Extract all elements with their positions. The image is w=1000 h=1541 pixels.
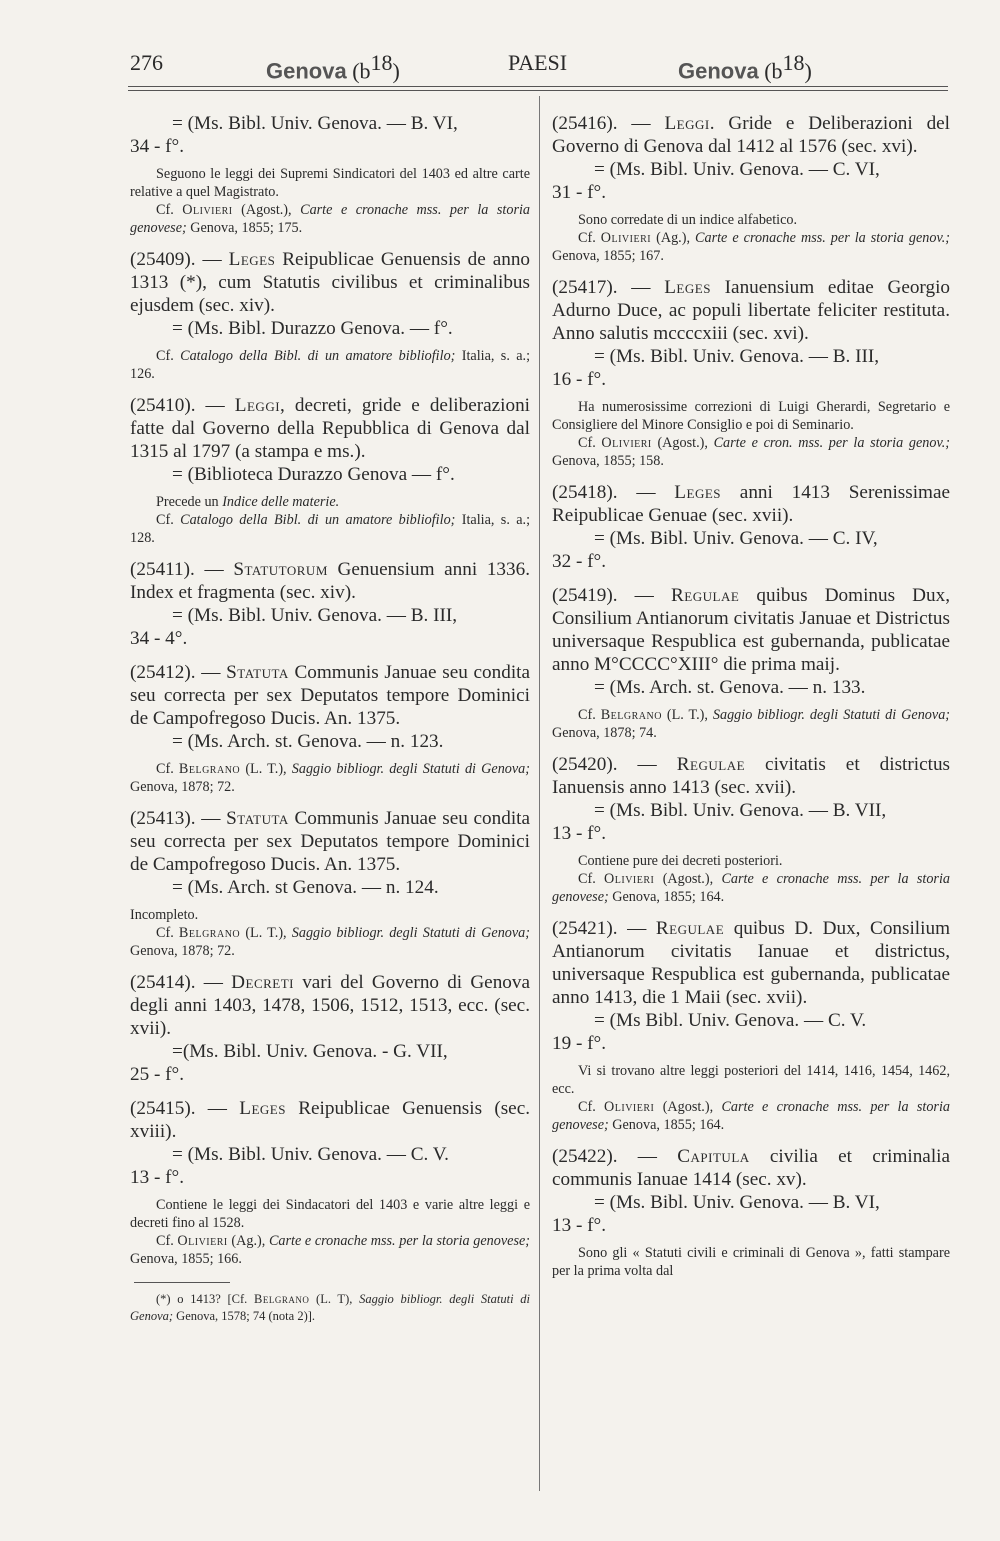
entry-citation: Cf. Belgrano (L. T.), Saggio bibliogr. degli Statuti di Genova; Genova, 1878; 74. xyxy=(552,707,951,741)
location-line: = (Ms. Bibl. Univ. Genova. — B. VI, xyxy=(594,1192,880,1213)
entry-citation: Cf. Olivieri (Agost.), Carte e cronache mss. per la storia genovese; Genova, 1855; 164. xyxy=(552,1099,950,1133)
location-line: 19 - f°. xyxy=(552,1033,607,1054)
entry-citation: Cf. Olivieri (Agost.), Carte e cronache mss. per la storia genovese; Genova, 1855; 164. xyxy=(552,871,950,905)
entry-citation: Cf. Olivieri (Ag.), Carte e cronache mss. per la storia genov.; Genova, 1855; 167. xyxy=(552,230,950,264)
location-line: = (Ms. Arch. st. Genova. — n. 123. xyxy=(172,731,444,752)
catalog-entry-25422: (25422). — Capitula civilia et criminalia communis Ianuae 1414 (sec. xv). xyxy=(552,1146,951,1190)
entry-note: Sono corredate di un indice alfabetico. xyxy=(578,212,798,228)
page-number: 276 xyxy=(130,50,163,75)
catalog-entry-25413: (25413). — Statuta Communis Januae seu condita seu correcta per sex Deputatos tempore Dominici de Campofregoso Ducis. An. 1375. xyxy=(130,808,531,875)
header-rule-bottom xyxy=(128,90,948,91)
entry-note: Vi si trovano altre leggi posteriori del 1414, 1416, 1454, 1462, ecc. xyxy=(552,1063,950,1097)
catalog-entry-25419: (25419). — Regulae quibus Dominus Dux, Consilium Antianorum civitatis Januae et Districtus universaque Respublica est gubernanda, publicatae anno M°CCCC°XIII° die prima maij. xyxy=(552,585,951,675)
header-rule-top xyxy=(128,86,948,87)
location-line: = (Ms. Bibl. Univ. Genova. — C. VI, xyxy=(594,159,880,180)
entry-citation: Cf. Olivieri (Agost.), Carte e cronache mss. per la storia genovese; Genova, 1855; 175. xyxy=(130,202,530,236)
entry-citation: Cf. Belgrano (L. T.), Saggio bibliogr. degli Statuti di Genova; Genova, 1878; 72. xyxy=(130,925,530,959)
location-line: = (Ms. Bibl. Univ. Genova. — C. IV, xyxy=(594,528,878,549)
location-line: = (Ms. Arch. st. Genova. — n. 133. xyxy=(594,677,866,698)
location-line: = (Ms. Bibl. Univ. Genova. — B. VI, xyxy=(172,113,458,134)
catalog-entry-25409: (25409). — Leges Reipublicae Genuensis de anno 1313 (*), cum Statutis civilibus et criminalibus ejusdem (sec. xiv). xyxy=(130,249,531,316)
catalog-entry-25414: (25414). — Decreti vari del Governo di Genova degli anni 1403, 1478, 1506, 1512, 1513, ecc. (sec. xvii). xyxy=(130,972,530,1039)
entry-note: Contiene le leggi dei Sindacatori del 1403 e varie altre leggi e decreti fino al 1528. xyxy=(130,1197,530,1231)
footnote: (*) o 1413? [Cf. Belgrano (L. T), Saggio bibliogr. degli Statuti di Genova; Genova, 1578; 74 (nota 2)]. xyxy=(130,1292,530,1323)
catalog-entry-25418: (25418). — Leges anni 1413 Serenissimae Reipublicae Genuae (sec. xvii). xyxy=(552,482,951,526)
page-header xyxy=(130,50,948,90)
catalog-entry-25420: (25420). — Regulae civitatis et districtus Ianuensis anno 1413 (sec. xvii). xyxy=(552,754,951,798)
column-divider xyxy=(539,96,540,1491)
entry-note: Incompleto. xyxy=(130,907,199,923)
footnote-rule xyxy=(134,1282,230,1283)
location-line: = (Ms. Bibl. Univ. Genova. — C. V. xyxy=(172,1144,449,1165)
entry-note: Precede un Indice delle materie. xyxy=(156,494,340,510)
location-line: = (Biblioteca Durazzo Genova — f°. xyxy=(172,464,455,485)
location-line: 34 - 4°. xyxy=(130,628,188,649)
header-left-title-text: Genova xyxy=(266,58,347,84)
entry-citation: Cf. Catalogo della Bibl. di un amatore bibliofilo; Italia, s. a.; 126. xyxy=(130,348,531,382)
location-line: = (Ms. Arch. st Genova. — n. 124. xyxy=(172,877,439,898)
location-line: 13 - f°. xyxy=(552,1215,607,1236)
location-line: = (Ms. Bibl. Univ. Genova. — B. III, xyxy=(594,346,880,367)
right-column xyxy=(552,112,950,1280)
location-line: 25 - f°. xyxy=(130,1064,185,1085)
entry-note: Contiene pure dei decreti posteriori. xyxy=(578,853,783,869)
entry-citation: Cf. Olivieri (Ag.), Carte e cronache mss. per la storia genovese; Genova, 1855; 166. xyxy=(130,1233,530,1267)
entry-note: Sono gli « Statuti civili e criminali di Genova », fatti stampare per la prima volta dal xyxy=(552,1245,950,1279)
location-line: 16 - f°. xyxy=(552,369,607,390)
catalog-entry-25417: (25417). — Leges Ianuensium editae Georgio Adurno Duce, ac populi libertate feliciter restituta. Anno salutis mccccxiii (sec. xvi). xyxy=(552,277,950,344)
location-line: 32 - f°. xyxy=(552,551,607,572)
location-line: = (Ms. Bibl. Univ. Genova. — B. III, xyxy=(172,605,458,626)
catalog-entry-25410: (25410). — Leggi, decreti, gride e deliberazioni fatte dal Governo della Repubblica di Genova dal 1315 al 1797 (a stampa e ms.). xyxy=(130,395,530,462)
catalog-entry-25412: (25412). — Statuta Communis Januae seu condita seu correcta per sex Deputatos tempore Dominici de Campofregoso Ducis. An. 1375. xyxy=(130,662,531,729)
header-right-title: Genova (b18) xyxy=(678,50,812,84)
entry-note: Ha numerosissime correzioni di Luigi Gherardi, Segretario e Consigliere del Minore Consiglio e poi di Seminario. xyxy=(552,399,950,433)
entry-citation: Cf. Belgrano (L. T.), Saggio bibliogr. degli Statuti di Genova; Genova, 1878; 72. xyxy=(130,761,530,795)
entry-citation: Cf. Olivieri (Agost.), Carte e cron. mss. per la storia genov.; Genova, 1855; 158. xyxy=(552,435,950,469)
header-section: PAESI xyxy=(508,50,568,75)
entry-note: Seguono le leggi dei Supremi Sindicatori del 1403 ed altre carte relative a quel Magistrato. xyxy=(130,166,530,200)
entry-citation: Cf. Catalogo della Bibl. di un amatore bibliofilo; Italia, s. a.; 128. xyxy=(130,512,531,546)
location-line: 13 - f°. xyxy=(552,823,607,844)
catalog-entry-25416: (25416). — Leggi. Gride e Deliberazioni del Governo di Genova dal 1412 al 1576 (sec. xvi). xyxy=(552,113,951,157)
location-line: 13 - f°. xyxy=(130,1167,185,1188)
location-line: 34 - f°. xyxy=(130,136,185,157)
location-line: =(Ms. Bibl. Univ. Genova. - G. VII, xyxy=(172,1041,448,1062)
catalog-entry-25411: (25411). — Statutorum Genuensium anni 1336. Index et fragmenta (sec. xiv). xyxy=(130,559,530,603)
location-line: = (Ms. Bibl. Univ. Genova. — B. VII, xyxy=(594,800,887,821)
catalog-entry-25415: (25415). — Leges Reipublicae Genuensis (sec. xviii). xyxy=(130,1098,531,1142)
location-line: = (Ms Bibl. Univ. Genova. — C. V. xyxy=(594,1010,867,1031)
location-line: 31 - f°. xyxy=(552,182,607,203)
left-column xyxy=(130,112,530,1325)
location-line: = (Ms. Bibl. Durazzo Genova. — f°. xyxy=(172,318,453,339)
catalog-entry-25421: (25421). — Regulae quibus D. Dux, Consilium Antianorum civitatis Ianuae et districtus, universaque Respublica est gubernanda, publicatae anno 1413, die 1 Maii (sec. xvii). xyxy=(552,918,950,1008)
header-left-title: Genova (b18) xyxy=(266,50,400,84)
header-right-title-text: Genova xyxy=(678,58,759,84)
